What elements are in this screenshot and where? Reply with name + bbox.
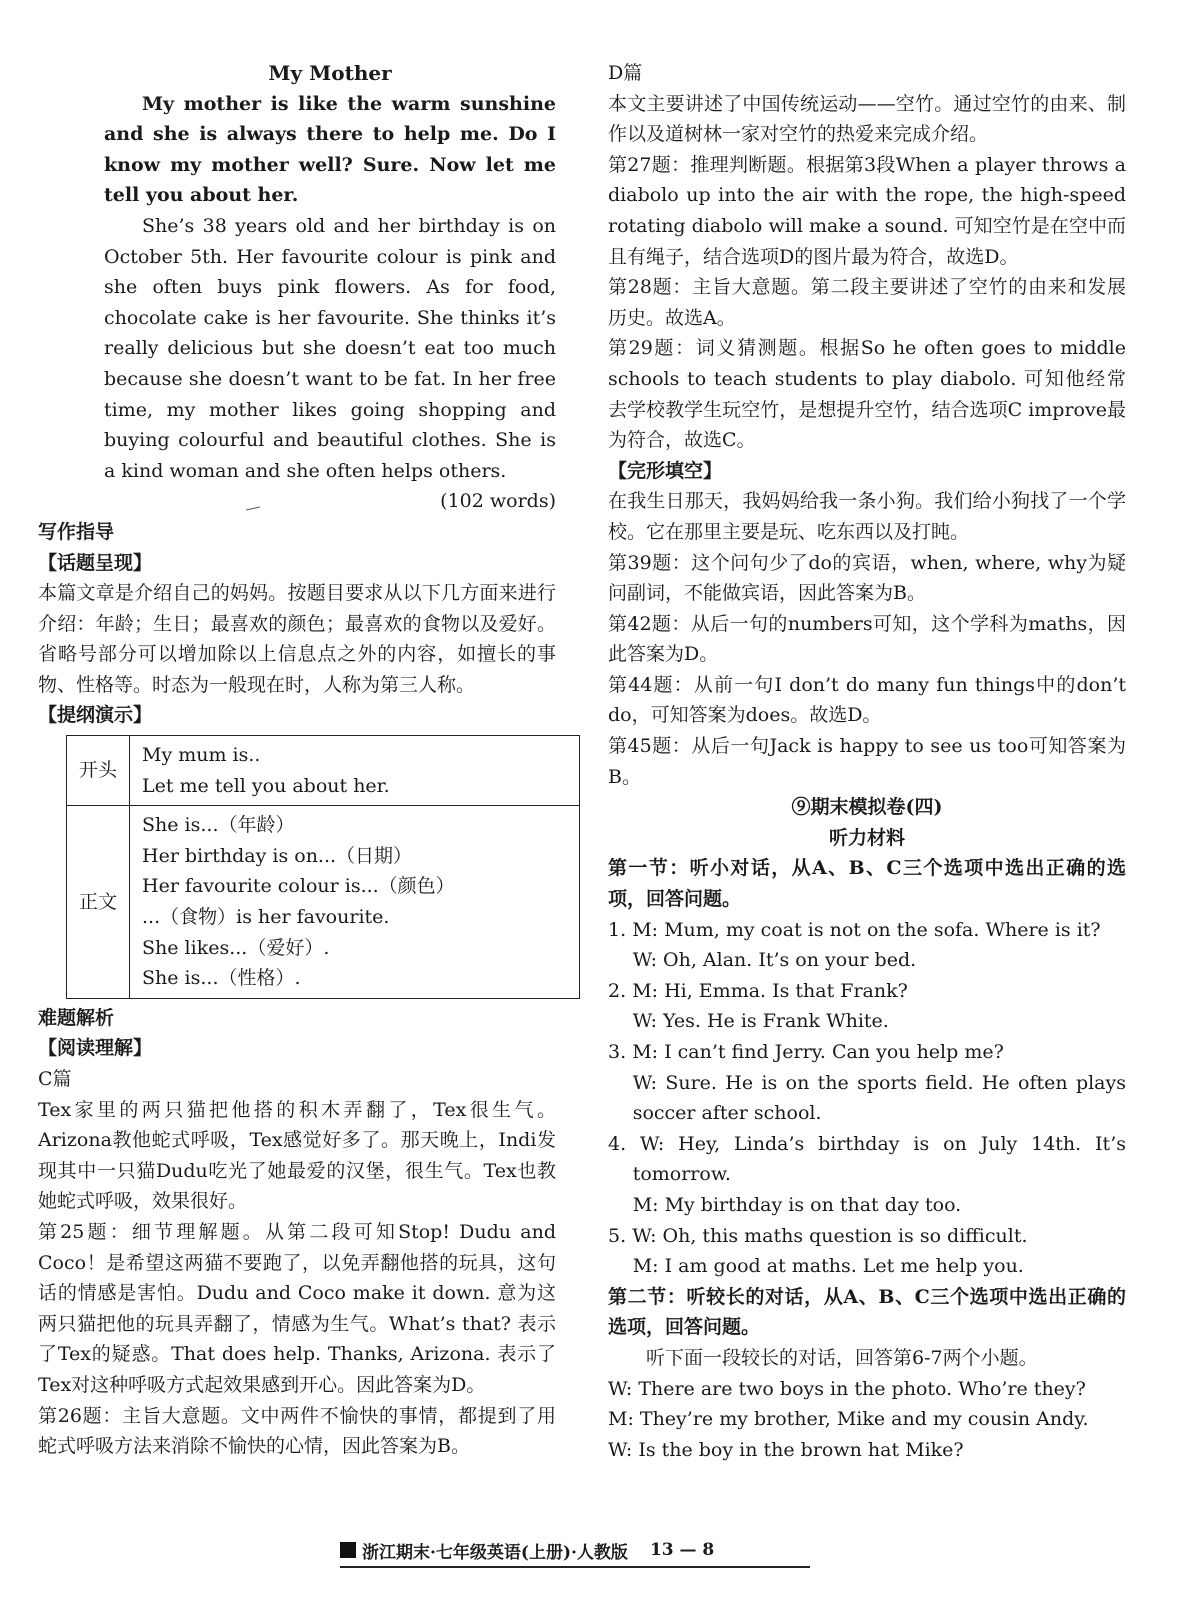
dialogue-line: M: My birthday is on that day too. <box>632 1193 962 1216</box>
footer-book-title: 浙江期末·七年级英语(上册)·人教版 <box>362 1542 628 1563</box>
essay-paragraph-2: She’s 38 years old and her birthday is on October 5th. Her favourite colour is pink and she often buys pink flowers. As for food, chocolate cake is her favourite. She thinks it’s really delicious but she doesn’t eat too much because she doesn’t want to be fat. In her free time, my mother likes going shopping and buying colourful and beautiful clothes. She is a kind woman and she often helps others. <box>104 214 556 482</box>
outline-row-opening <box>67 736 580 806</box>
outline-line: Her birthday is on...（日期） <box>142 844 413 867</box>
essay-paragraph-1: My mother is like the warm sunshine and she is always there to help me. Do I know my mother well? Sure. Now let me tell you about her. <box>104 92 556 207</box>
outline-heading: 【提纲演示】 <box>38 704 153 727</box>
section-2-intro: 听下面一段较长的对话，回答第6-7两个小题。 <box>646 1346 1038 1369</box>
topic-heading: 【话题呈现】 <box>38 551 153 574</box>
left-column <box>38 58 556 1462</box>
section-1-heading: 第一节：听小对话，从A、B、C三个选项中选出正确的选项，回答问题。 <box>608 857 1126 911</box>
dialogue-number: 5. <box>608 1224 627 1247</box>
dialogue-line: M: I can’t find Jerry. Can you help me? <box>632 1041 1004 1063</box>
dialogue-line: W: Oh, this maths question is so difficult. <box>632 1224 1028 1247</box>
outline-line: Let me tell you about her. <box>142 774 390 797</box>
cloze-heading: 【完形填空】 <box>608 459 723 482</box>
question-39: 第39题：这个问句少了do的宾语，when, where, why为疑问副词，不能做宾语，因此答案为B。 <box>608 551 1126 605</box>
footer-page-number: 13 — 8 <box>649 1540 715 1560</box>
dialogue-number: 4. <box>608 1132 627 1155</box>
outline-line: ...（食物）is her favourite. <box>142 906 390 929</box>
dialogue-line: M: Mum, my coat is not on the sofa. Where is it? <box>632 918 1101 941</box>
question-44: 第44题：从前一句I don’t do many fun things中的don’t do，可知答案为does。故选D。 <box>608 673 1126 727</box>
writing-guide-heading: 写作指导 <box>38 520 115 543</box>
topic-text: 本篇文章是介绍自己的妈妈。按题目要求从以下几方面来进行介绍：年龄；生日；最喜欢的颜色；最喜欢的食物以及爱好。省略号部分可以增加除以上信息点之外的内容，如擅长的事物、性格等。时态为一般现在时，人称为第三人称。 <box>38 582 556 696</box>
page-footer <box>340 1536 860 1564</box>
passage-d-label: D篇 <box>608 62 643 84</box>
outline-line: She likes...（爱好）. <box>142 936 330 959</box>
dialogue-line: W: Yes. He is Frank White. <box>632 1010 889 1033</box>
outline-line: She is...（性格）. <box>142 967 301 990</box>
outline-line: My mum is.. <box>142 744 261 767</box>
outline-line: Her favourite colour is...（颜色） <box>142 875 455 898</box>
question-25: 第25题：细节理解题。从第二段可知Stop! Dudu and Coco！是希望这两猫不要跑了，以免弄翻他搭的玩具，这句话的情感是害怕。Dudu and Coco make it down. 意为这两只猫把他的玩具弄翻了，情感为生气。What’s that? 表示了Tex的疑惑。That does help. Thanks, Arizona. 表示了Tex对这种呼吸方式起效果感到开心。因此答案为D。 <box>38 1220 556 1396</box>
dialogue-number: 2. <box>608 979 627 1002</box>
long-dialogue-line: W: There are two boys in the photo. Who’re they? <box>608 1377 1086 1400</box>
long-dialogue-line: W: Is the boy in the brown hat Mike? <box>608 1438 964 1461</box>
outline-line: She is...（年龄） <box>142 814 295 837</box>
passage-d-summary: 本文主要讲述了中国传统运动——空竹。通过空竹的由来、制作以及道树林一家对空竹的热爱来完成介绍。 <box>608 92 1126 146</box>
analysis-heading: 难题解析 <box>38 1006 115 1029</box>
exam-title: ⑨期末模拟卷(四) <box>791 796 943 819</box>
black-square-icon <box>340 1542 356 1558</box>
exam-subtitle: 听力材料 <box>828 826 905 849</box>
dialogue-line: W: Oh, Alan. It’s on your bed. <box>632 949 917 972</box>
question-27: 第27题：推理判断题。根据第3段When a player throws a diabolo up into the air with the rope, the high-speed rotating diabolo will make a sound. 可知空竹是在空中而且有绳子，结合选项D的图片最为符合，故选D。 <box>608 153 1126 268</box>
outline-row-body <box>67 806 580 999</box>
footer-rule <box>340 1566 810 1568</box>
dialogue-line: M: Hi, Emma. Is that Frank? <box>632 979 908 1002</box>
dialogue-3 <box>608 1037 1126 1129</box>
passage-c-summary: Tex家里的两只猫把他搭的积木弄翻了，Tex很生气。Arizona教他蛇式呼吸，Tex感觉好多了。那天晚上，Indi发现其中一只猫Dudu吃光了她最爱的汉堡，很生气。Tex也教她蛇式呼吸，效果很好。 <box>38 1098 556 1213</box>
outline-label-body: 正文 <box>67 806 130 999</box>
outline-table <box>66 735 580 999</box>
right-column <box>608 58 1126 1465</box>
dialogue-number: 1. <box>608 918 627 941</box>
question-28: 第28题：主旨大意题。第二段主要讲述了空竹的由来和发展历史。故选A。 <box>608 276 1126 329</box>
outline-label-opening: 开头 <box>67 736 130 806</box>
dialogue-1 <box>608 915 1126 976</box>
question-26: 第26题：主旨大意题。文中两件不愉快的事情，都提到了用蛇式呼吸方法来消除不愉快的心情，因此答案为B。 <box>38 1404 556 1458</box>
section-2-heading: 第二节：听较长的对话，从A、B、C三个选项中选出正确的选项，回答问题。 <box>608 1285 1126 1339</box>
outline-body-cell <box>130 806 580 999</box>
dialogue-5 <box>608 1221 1126 1282</box>
dialogue-number: 3. <box>608 1041 627 1063</box>
word-count: (102 words) <box>440 490 556 513</box>
dialogue-line: M: I am good at maths. Let me help you. <box>632 1255 1024 1278</box>
long-dialogue-line: M: They’re my brother, Mike and my cousin Andy. <box>608 1408 1089 1431</box>
dialogue-line: W: Hey, Linda’s birthday is on July 14th. It’s tomorrow. <box>632 1132 1126 1186</box>
question-42: 第42题：从后一句的numbers可知，这个学科为maths，因此答案为D。 <box>608 612 1126 666</box>
question-29: 第29题：词义猜测题。根据So he often goes to middle schools to teach students to play diabolo. 可知他经常去学校教学生玩空竹，是想提升空竹，结合选项C improve最为符合，故选C。 <box>608 337 1126 452</box>
dialogue-2 <box>608 976 1126 1037</box>
question-45: 第45题：从后一句Jack is happy to see us too可知答案为B。 <box>608 735 1126 788</box>
dialogue-line: W: Sure. He is on the sports field. He often plays soccer after school. <box>632 1071 1126 1125</box>
dialogue-4 <box>608 1129 1126 1221</box>
cloze-summary: 在我生日那天，我妈妈给我一条小狗。我们给小狗找了一个学校。它在那里主要是玩、吃东西以及打盹。 <box>608 490 1126 543</box>
essay-title: My Mother <box>268 61 392 85</box>
outline-opening-cell <box>130 736 580 806</box>
passage-c-label: C篇 <box>38 1068 72 1090</box>
reading-heading: 【阅读理解】 <box>38 1037 153 1060</box>
